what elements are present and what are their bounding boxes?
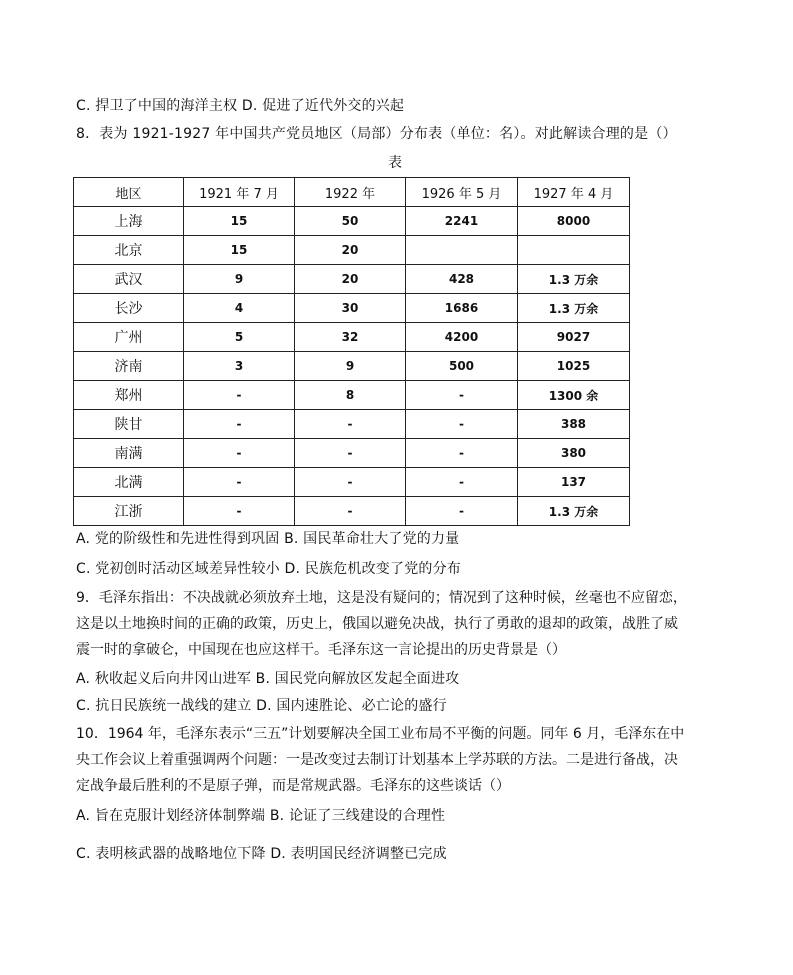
table-row xyxy=(74,410,630,439)
count-cell: - xyxy=(406,497,518,526)
count-cell xyxy=(518,236,630,265)
q9-stem-line: 这是以土地换时间的正确的政策，历史上，俄国以避免决战，执行了勇敢的退却的政策，战胜了威 xyxy=(76,616,678,632)
region-cell: 北满 xyxy=(74,468,184,497)
q10-options-cd: C. 表明核武器的战略地位下降 D. 表明国民经济调整已完成 xyxy=(76,846,447,862)
count-cell: - xyxy=(406,439,518,468)
count-cell: 20 xyxy=(295,265,406,294)
count-cell: - xyxy=(295,468,406,497)
count-cell: 5 xyxy=(184,323,295,352)
q10-options-ab: A. 旨在克服计划经济体制弊端 B. 论证了三线建设的合理性 xyxy=(76,808,446,824)
party-member-table xyxy=(73,177,630,526)
q10-stem-line: 定战争最后胜利的不是原子弹，而是常规武器。毛泽东的这些谈话（） xyxy=(76,778,510,794)
count-cell: 388 xyxy=(518,410,630,439)
table-header-cell: 1926 年 5 月 xyxy=(406,178,518,207)
table-row xyxy=(74,323,630,352)
count-cell: 380 xyxy=(518,439,630,468)
count-cell: - xyxy=(406,410,518,439)
q9-stem xyxy=(76,585,716,663)
q8-options-cd: C. 党初创时活动区域差异性较小 D. 民族危机改变了党的分布 xyxy=(76,561,462,577)
table-row xyxy=(74,265,630,294)
table-header-cell: 1921 年 7 月 xyxy=(184,178,295,207)
table-row xyxy=(74,468,630,497)
count-cell: - xyxy=(184,439,295,468)
table-caption: 表 xyxy=(388,155,402,171)
count-cell: - xyxy=(406,468,518,497)
count-cell: 30 xyxy=(295,294,406,323)
region-cell: 济南 xyxy=(74,352,184,381)
count-cell: 2241 xyxy=(406,207,518,236)
count-cell: - xyxy=(295,439,406,468)
count-cell: 137 xyxy=(518,468,630,497)
count-cell: - xyxy=(184,497,295,526)
count-cell: 15 xyxy=(184,207,295,236)
q8-stem: 8．表为 1921-1927 年中国共产党员地区（局部）分布表（单位：名）。对此解读合理的是（） xyxy=(76,126,677,142)
q9-stem-line: 震一时的拿破仑，中国现在也应这样干。毛泽东这一言论提出的历史背景是（） xyxy=(76,642,566,658)
table-row xyxy=(74,236,630,265)
region-cell: 长沙 xyxy=(74,294,184,323)
region-cell: 郑州 xyxy=(74,381,184,410)
region-cell: 上海 xyxy=(74,207,184,236)
count-cell: 9 xyxy=(295,352,406,381)
count-cell: 1686 xyxy=(406,294,518,323)
table-row xyxy=(74,439,630,468)
q8-options-ab: A. 党的阶级性和先进性得到巩固 B. 国民革命壮大了党的力量 xyxy=(76,531,460,547)
region-cell: 广州 xyxy=(74,323,184,352)
q10-stem-line: 央工作会议上着重强调两个问题：一是改变过去制订计划基本上学苏联的方法。二是进行备战，决 xyxy=(76,752,678,768)
count-cell: 50 xyxy=(295,207,406,236)
count-cell: 3 xyxy=(184,352,295,381)
region-cell: 北京 xyxy=(74,236,184,265)
region-cell: 江浙 xyxy=(74,497,184,526)
count-cell: 1.3 万余 xyxy=(518,265,630,294)
count-cell: 1.3 万余 xyxy=(518,497,630,526)
table-row xyxy=(74,207,630,236)
table-row xyxy=(74,294,630,323)
count-cell: - xyxy=(184,410,295,439)
count-cell: 9027 xyxy=(518,323,630,352)
count-cell: 15 xyxy=(184,236,295,265)
count-cell: - xyxy=(406,381,518,410)
count-cell: - xyxy=(184,468,295,497)
table-header-row xyxy=(74,178,630,207)
table-row xyxy=(74,381,630,410)
q9-options-cd: C. 抗日民族统一战线的建立 D. 国内速胜论、必亡论的盛行 xyxy=(76,698,447,714)
count-cell: - xyxy=(184,381,295,410)
count-cell: 9 xyxy=(184,265,295,294)
count-cell: 4 xyxy=(184,294,295,323)
count-cell: 1025 xyxy=(518,352,630,381)
count-cell: 8000 xyxy=(518,207,630,236)
table-row xyxy=(74,352,630,381)
count-cell: 1.3 万余 xyxy=(518,294,630,323)
q7-options-cd: C. 捍卫了中国的海洋主权 D. 促进了近代外交的兴起 xyxy=(76,98,405,114)
count-cell: 32 xyxy=(295,323,406,352)
count-cell: 20 xyxy=(295,236,406,265)
count-cell: 8 xyxy=(295,381,406,410)
count-cell: 1300 余 xyxy=(518,381,630,410)
table-row xyxy=(74,497,630,526)
table-header-cell: 地区 xyxy=(74,178,184,207)
q9-stem-line: 9．毛泽东指出：不决战就必须放弃土地，这是没有疑问的；情况到了这种时候，丝毫也不应留恋， xyxy=(76,590,687,606)
count-cell xyxy=(406,236,518,265)
count-cell: 500 xyxy=(406,352,518,381)
region-cell: 武汉 xyxy=(74,265,184,294)
count-cell: - xyxy=(295,497,406,526)
q10-stem xyxy=(76,721,716,799)
table-header-cell: 1922 年 xyxy=(295,178,406,207)
q10-stem-line: 10．1964 年，毛泽东表示“三五”计划要解决全国工业布局不平衡的问题。同年 6 月，毛泽东在中 xyxy=(76,726,685,742)
count-cell: 428 xyxy=(406,265,518,294)
table-header-cell: 1927 年 4 月 xyxy=(518,178,630,207)
count-cell: 4200 xyxy=(406,323,518,352)
count-cell: - xyxy=(295,410,406,439)
region-cell: 南满 xyxy=(74,439,184,468)
region-cell: 陕甘 xyxy=(74,410,184,439)
q9-options-ab: A. 秋收起义后向井冈山进军 B. 国民党向解放区发起全面进攻 xyxy=(76,671,460,687)
